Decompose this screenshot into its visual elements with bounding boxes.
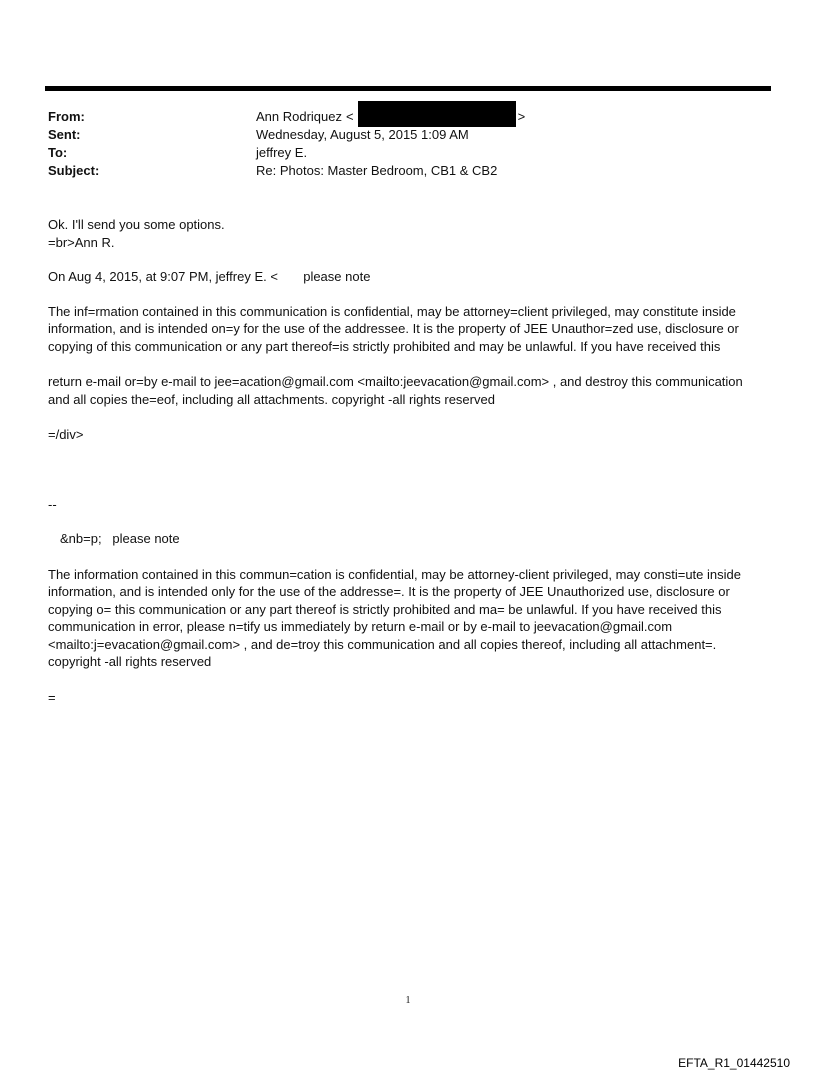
document-id: EFTA_R1_01442510 [678, 1056, 790, 1070]
div-close-text: =/div> [48, 427, 84, 442]
from-name: Ann Rodriquez [256, 109, 342, 124]
signature-separator: -- [48, 496, 57, 512]
from-label: From: [48, 109, 85, 124]
disclaimer-continuation: return e-mail or=by e-mail to jee=acation@gmail.com <mailto:jeevacation@gmail.com> , and destroy this communication and all copies the=eof, including all attachments. copyright -all rights reserved [48, 374, 747, 407]
subject-row [48, 162, 748, 180]
nbsp-please-note: &nb=p; please note [60, 531, 180, 546]
from-open-bracket: < [346, 109, 354, 124]
sent-row [48, 126, 748, 144]
email-body [48, 216, 768, 706]
sent-value: Wednesday, August 5, 2015 1:09 AM [256, 127, 469, 142]
redaction-box [358, 101, 516, 127]
from-value [256, 108, 525, 126]
reply-line-2: =br>Ann R. [48, 234, 115, 250]
to-label: To: [48, 145, 68, 160]
quote-intro: On Aug 4, 2015, at 9:07 PM, jeffrey E. < please note [48, 269, 371, 284]
to-value: jeffrey E. [256, 145, 308, 160]
header-rule [45, 86, 771, 91]
sent-label: Sent: [48, 127, 81, 142]
reply-line-1: Ok. I'll send you some options. [48, 217, 225, 232]
email-header [48, 108, 748, 180]
to-row [48, 144, 748, 162]
page-number: 1 [405, 995, 411, 1006]
from-row [48, 108, 748, 126]
subject-label: Subject: [48, 163, 100, 178]
from-close-bracket: > [517, 109, 526, 124]
trailing-equals: = [48, 689, 56, 705]
subject-value: Re: Photos: Master Bedroom, CB1 & CB2 [256, 163, 498, 178]
disclaimer-paragraph-2: The information contained in this commun=cation is confidential, may be attorney-client privileged, may consti=ute inside information, and is intended only for the use of the addresse=. It is the property of JEE Unauthorized use, disclosure or copying o= this communication or any part thereof is strictly prohibited and ma= be unlawful. If you have received this communication in error, please n=tify us immediately by return e-mail or by e-mail to jeevacation@gmail.com <mailto:j=evacation@gmail.com> , and de=troy this communication and all copies thereof, including all attachment=. copyright -all rights reserved [48, 566, 745, 669]
disclaimer-paragraph-1: The inf=rmation contained in this communication is confidential, may be attorney=client privileged, may constitute inside information, and is intended on=y for the use of the addressee. It is the property of JEE Unauthor=zed use, disclosure or copying of this communication or any part thereof=is strictly prohibited and may be unlawful. If you have received this [48, 303, 743, 354]
